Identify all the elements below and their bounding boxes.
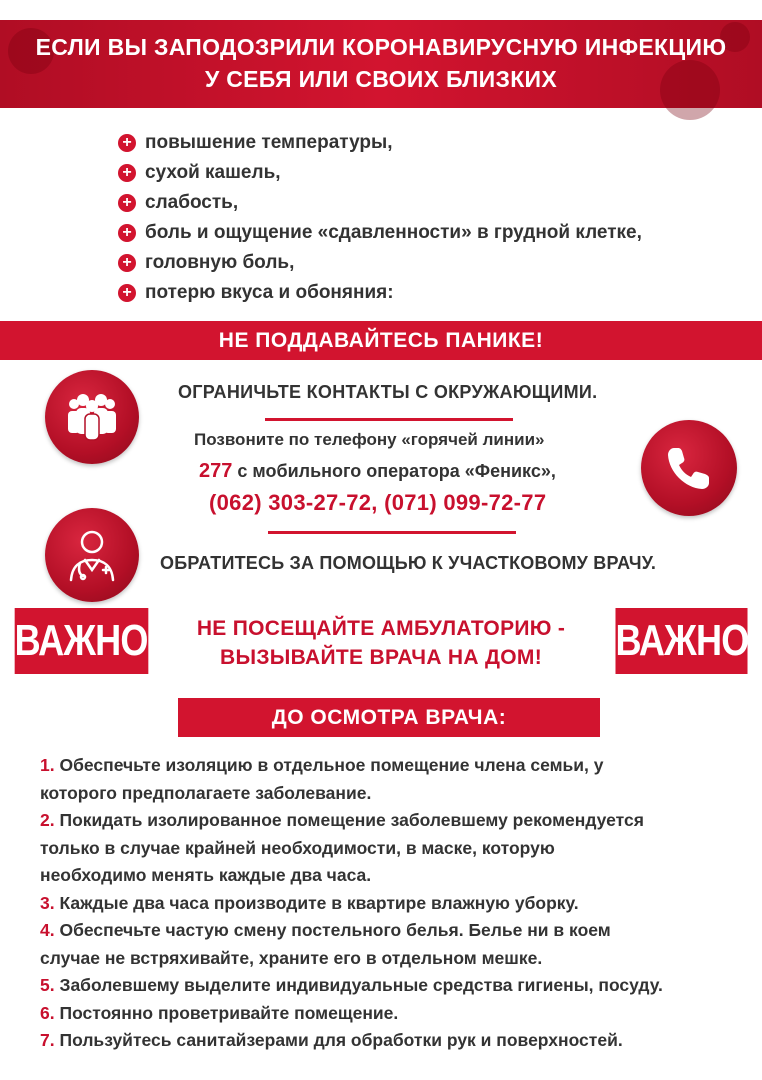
list-item: 5. Заболевшему выделите индивидуальные средства гигиены, посуду. xyxy=(40,975,663,995)
people-group-icon xyxy=(45,370,139,464)
list-item: 7. Пользуйтесь санитайзерами для обработки рук и поверхностей. xyxy=(40,1030,623,1050)
limit-contacts-text: ОГРАНИЧЬТЕ КОНТАКТЫ С ОКРУЖАЮЩИМИ. xyxy=(178,382,598,402)
important-message: НЕ ПОСЕЩАЙТЕ АМБУЛАТОРИЮ - ВЫЗЫВАЙТЕ ВРАЧА НА ДОМ! xyxy=(196,617,566,669)
divider xyxy=(265,418,513,421)
plus-bullet-icon: + xyxy=(118,254,136,272)
doctor-icon xyxy=(45,508,139,602)
plus-bullet-icon: + xyxy=(118,284,136,302)
list-item: необходимо менять каждые два часа. xyxy=(40,865,372,885)
plus-bullet-icon: + xyxy=(118,224,136,242)
plus-bullet-icon: + xyxy=(118,164,136,182)
divider xyxy=(268,531,516,534)
header-title-line2: У СЕБЯ ИЛИ СВОИХ БЛИЗКИХ xyxy=(204,66,558,92)
list-item: 4. Обеспечьте частую смену постельного белья. Белье ни в коем xyxy=(40,920,611,940)
list-item: только в случае крайней необходимости, в маске, которую xyxy=(40,837,555,858)
hotline-text: Позвоните по телефону «горячей линии» xyxy=(194,430,545,449)
short-number: 277 xyxy=(199,460,233,482)
plus-bullet-icon: + xyxy=(118,134,136,152)
phone-icon xyxy=(641,420,737,516)
symptom-list xyxy=(118,128,642,308)
list-item: 3. Каждые два часа производите в квартире влажную уборку. xyxy=(40,892,579,913)
list-item: + потерю вкуса и обоняния: xyxy=(118,278,642,308)
list-item: + боль и ощущение «сдавленности» в грудной клетке, xyxy=(118,218,642,248)
hotline-phones: (062) 303-27-72, (071) 099-72-77 xyxy=(209,490,547,515)
plus-bullet-icon: + xyxy=(118,194,136,212)
before-doctor-banner: ДО ОСМОТРА ВРАЧА: xyxy=(178,698,600,737)
list-item: 1. Обеспечьте изоляцию в отдельное помещение члена семьи, у xyxy=(40,755,604,775)
list-item: + повышение температуры, xyxy=(118,128,642,158)
important-badge-right: ВАЖНО! xyxy=(615,608,747,674)
doctor-text: ОБРАТИТЕСЬ ЗА ПОМОЩЬЮ К УЧАСТКОВОМУ ВРАЧУ. xyxy=(160,553,657,573)
list-item: 2. Покидать изолированное помещение заболевшему рекомендуется xyxy=(40,810,644,830)
header-title-line1: ЕСЛИ ВЫ ЗАПОДОЗРИЛИ КОРОНАВИРУСНУЮ ИНФЕКЦИЮ xyxy=(35,34,727,60)
list-item: которого предполагаете заболевание. xyxy=(40,782,372,803)
steps-list xyxy=(40,752,730,1055)
header-banner xyxy=(0,20,762,108)
list-item: + головную боль, xyxy=(118,248,642,278)
list-item: 6. Постоянно проветривайте помещение. xyxy=(40,1002,399,1023)
list-item: случае не встряхивайте, храните его в отдельном мешке. xyxy=(40,947,543,968)
hotline-operator-text: 277 с мобильного оператора «Феникс», xyxy=(199,460,556,482)
important-badge-left: ВАЖНО! xyxy=(15,608,149,674)
list-item: + сухой кашель, xyxy=(118,158,642,188)
list-item: + слабость, xyxy=(118,188,642,218)
panic-banner: НЕ ПОДДАВАЙТЕСЬ ПАНИКЕ! xyxy=(0,321,762,360)
